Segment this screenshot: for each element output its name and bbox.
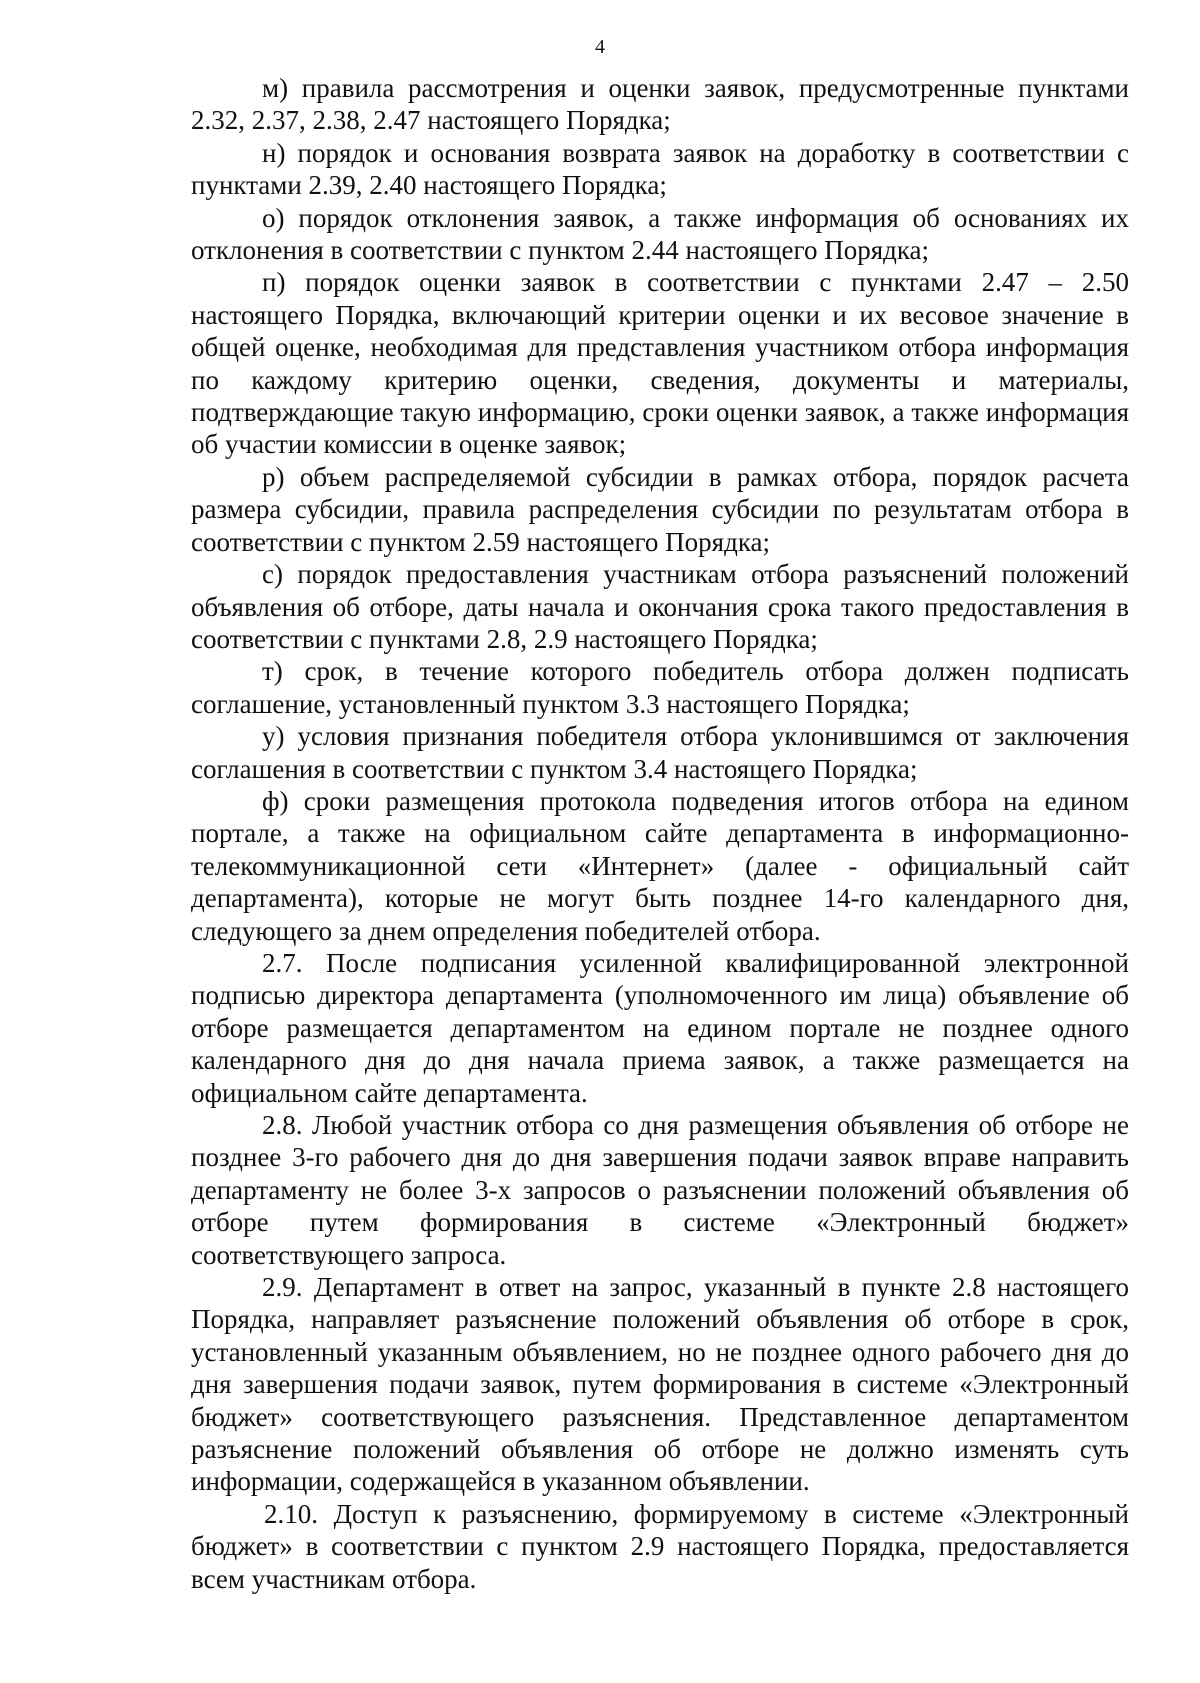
section-2-9: 2.9. Департамент в ответ на запрос, указанный в пункте 2.8 настоящего Порядка, направляет разъяснение положений объявления об отборе в срок, установленный указанным объявлением, но не позднее одного рабочего дня до дня завершения подачи заявок, путем формирования в системе «Электронный бюджет» соответствующего разъяснения. Представленное департаментом разъяснение положений объявления об отборе не должно изменять суть информации, содержащейся в указанном объявлении. bbox=[191, 1272, 1129, 1497]
list-item-p: п) порядок оценки заявок в соответствии с пунктами 2.47 – 2.50 настоящего Порядка, включающий критерии оценки и их весовое значение в общей оценке, необходимая для представления участником отбора информация по каждому критерию оценки, сведения, документы и материалы, подтверждающие такую информацию, сроки оценки заявок, а также информация об участии комиссии в оценке заявок; bbox=[191, 267, 1129, 460]
list-item-u: у) условия признания победителя отбора уклонившимся от заключения соглашения в соответствии с пунктом 3.4 настоящего Порядка; bbox=[191, 721, 1129, 784]
section-2-8: 2.8. Любой участник отбора со дня размещения объявления об отборе не позднее 3-го рабочего дня до дня завершения подачи заявок вправе направить департаменту не более 3-х запросов о разъяснении положений объявления об отборе путем формирования в системе «Электронный бюджет» соответствующего запроса. bbox=[191, 1110, 1129, 1270]
document-body bbox=[191, 72, 1129, 1595]
section-2-10: 2.10. Доступ к разъяснению, формируемому в системе «Электронный бюджет» в соответствии с пунктом 2.9 настоящего Порядка, предоставляется всем участникам отбора. bbox=[191, 1498, 1129, 1594]
list-item-s: с) порядок предоставления участникам отбора разъяснений положений объявления об отборе, даты начала и окончания срока такого предоставления в соответствии с пунктами 2.8, 2.9 настоящего Порядка; bbox=[191, 559, 1129, 654]
list-item-t: т) срок, в течение которого победитель отбора должен подписать соглашение, установленный пунктом 3.3 настоящего Порядка; bbox=[191, 656, 1129, 719]
list-item-n: н) порядок и основания возврата заявок на доработку в соответствии с пунктами 2.39, 2.40 настоящего Порядка; bbox=[191, 137, 1129, 201]
list-item-o: о) порядок отклонения заявок, а также информация об основаниях их отклонения в соответствии с пунктом 2.44 настоящего Порядка; bbox=[191, 202, 1129, 266]
list-item-r: р) объем распределяемой субсидии в рамках отбора, порядок расчета размера субсидии, правила распределения субсидии по результатам отбора в соответствии с пунктом 2.59 настоящего Порядка; bbox=[191, 461, 1129, 557]
page-number: 4 bbox=[595, 36, 605, 58]
section-2-7: 2.7. После подписания усиленной квалифицированной электронной подписью директора департамента (уполномоченного им лица) объявление об отборе размещается департаментом на едином портале не позднее одного календарного дня до дня начала приема заявок, а также размещается на официальном сайте департамента. bbox=[191, 947, 1129, 1108]
list-item-m: м) правила рассмотрения и оценки заявок, предусмотренные пунктами 2.32, 2.37, 2.38, 2.47 настоящего Порядка; bbox=[191, 73, 1129, 136]
list-item-f: ф) сроки размещения протокола подведения итогов отбора на едином портале, а также на официальном сайте департамента в информационно-телекоммуникационной сети «Интернет» (далее - официальный сайт департамента), которые не могут быть позднее 14-го календарного дня, следующего за днем определения победителей отбора. bbox=[191, 785, 1129, 946]
